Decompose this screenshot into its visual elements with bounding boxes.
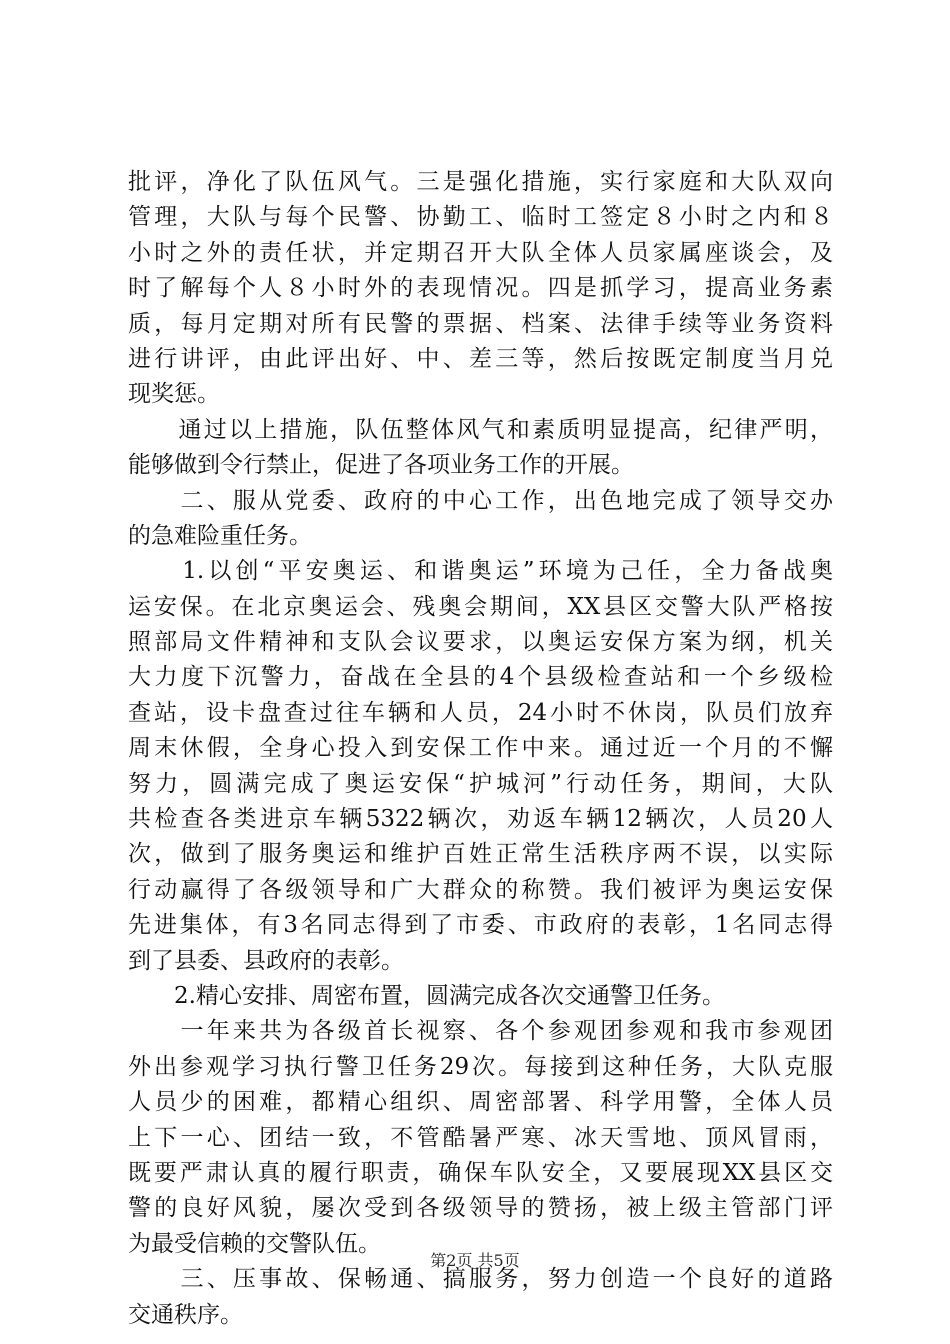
text-line: 行动赢得了各级领导和广大群众的称赞。我们被评为奥运安保 [128, 876, 833, 903]
text-line: 照部局文件精神和支队会议要求，以奥运安保方案为纲，机关 [128, 629, 833, 656]
text-line: 查站，设卡盘查过往车辆和人员，24小时不休岗，队员们放弃 [128, 699, 833, 726]
text-line: 上下一心、团结一致，不管酷暑严寒、冰天雪地、顶风冒雨， [128, 1124, 833, 1151]
text-line: 运安保。在北京奥运会、残奥会期间，XX县区交警大队严格按 [128, 593, 833, 620]
text-line: 人员少的困难，都精心组织、周密部署、科学用警，全体人员 [128, 1089, 833, 1116]
text-line: 能够做到令行禁止，促进了各项业务工作的开展。 [128, 452, 634, 479]
text-line: 交通秩序。 [128, 1301, 243, 1328]
text-line: 到了县委、县政府的表彰。 [128, 947, 404, 974]
text-line: 共检查各类进京车辆5322辆次，劝返车辆12辆次，人员20人 [128, 806, 833, 833]
text-line: 周末休假，全身心投入到安保工作中来。通过近一个月的不懈 [128, 735, 833, 762]
text-line: 1.以创“平安奥运、和谐奥运”环境为己任，全力备战奥 [128, 558, 833, 585]
text-line: 管理，大队与每个民警、协勤工、临时工签定８小时之内和８ [128, 204, 833, 231]
text-line: 现奖惩。 [128, 381, 220, 408]
text-line: 努力，圆满完成了奥运安保“护城河”行动任务，期间，大队 [128, 770, 833, 797]
text-line: 大力度下沉警力，奋战在全县的4个县级检查站和一个乡级检 [128, 664, 833, 691]
text-line: 三、压事故、保畅通、搞服务，努力创造一个良好的道路 [128, 1266, 833, 1293]
text-line: 次，做到了服务奥运和维护百姓正常生活秩序两不误，以实际 [128, 841, 833, 868]
text-line: 通过以上措施，队伍整体风气和素质明显提高，纪律严明， [128, 416, 833, 443]
text-line: 批评，净化了队伍风气。三是强化措施，实行家庭和大队双向 [128, 169, 833, 195]
text-line: 2.精心安排、周密布置，圆满完成各次交通警卫任务。 [128, 982, 725, 1009]
text-line: 质，每月定期对所有民警的票据、档案、法律手续等业务资料 [128, 310, 833, 337]
text-line: 既要严肃认真的履行职责，确保车队安全，又要展现XX县区交 [128, 1159, 833, 1186]
text-line: 外出参观学习执行警卫任务29次。每接到这种任务，大队克服 [128, 1053, 833, 1080]
text-line: 的急难险重任务。 [128, 522, 312, 549]
text-line: 为最受信赖的交警队伍。 [128, 1230, 381, 1257]
document-body [128, 165, 833, 1333]
page-footer: 第2页 共5页 [430, 1251, 520, 1270]
text-line: 一年来共为各级首长视察、各个参观团参观和我市参观团 [128, 1018, 833, 1045]
text-line: 进行讲评，由此评出好、中、差三等，然后按既定制度当月兑 [128, 345, 833, 372]
text-line: 时了解每个人８小时外的表现情况。四是抓学习，提高业务素 [128, 275, 833, 302]
text-line: 小时之外的责任状，并定期召开大队全体人员家属座谈会，及 [128, 239, 833, 266]
text-line: 二、服从党委、政府的中心工作，出色地完成了领导交办 [128, 487, 833, 514]
text-line: 警的良好风貌，屡次受到各级领导的赞扬，被上级主管部门评 [128, 1195, 833, 1222]
text-line: 先进集体，有3名同志得到了市委、市政府的表彰，1名同志得 [128, 912, 833, 939]
